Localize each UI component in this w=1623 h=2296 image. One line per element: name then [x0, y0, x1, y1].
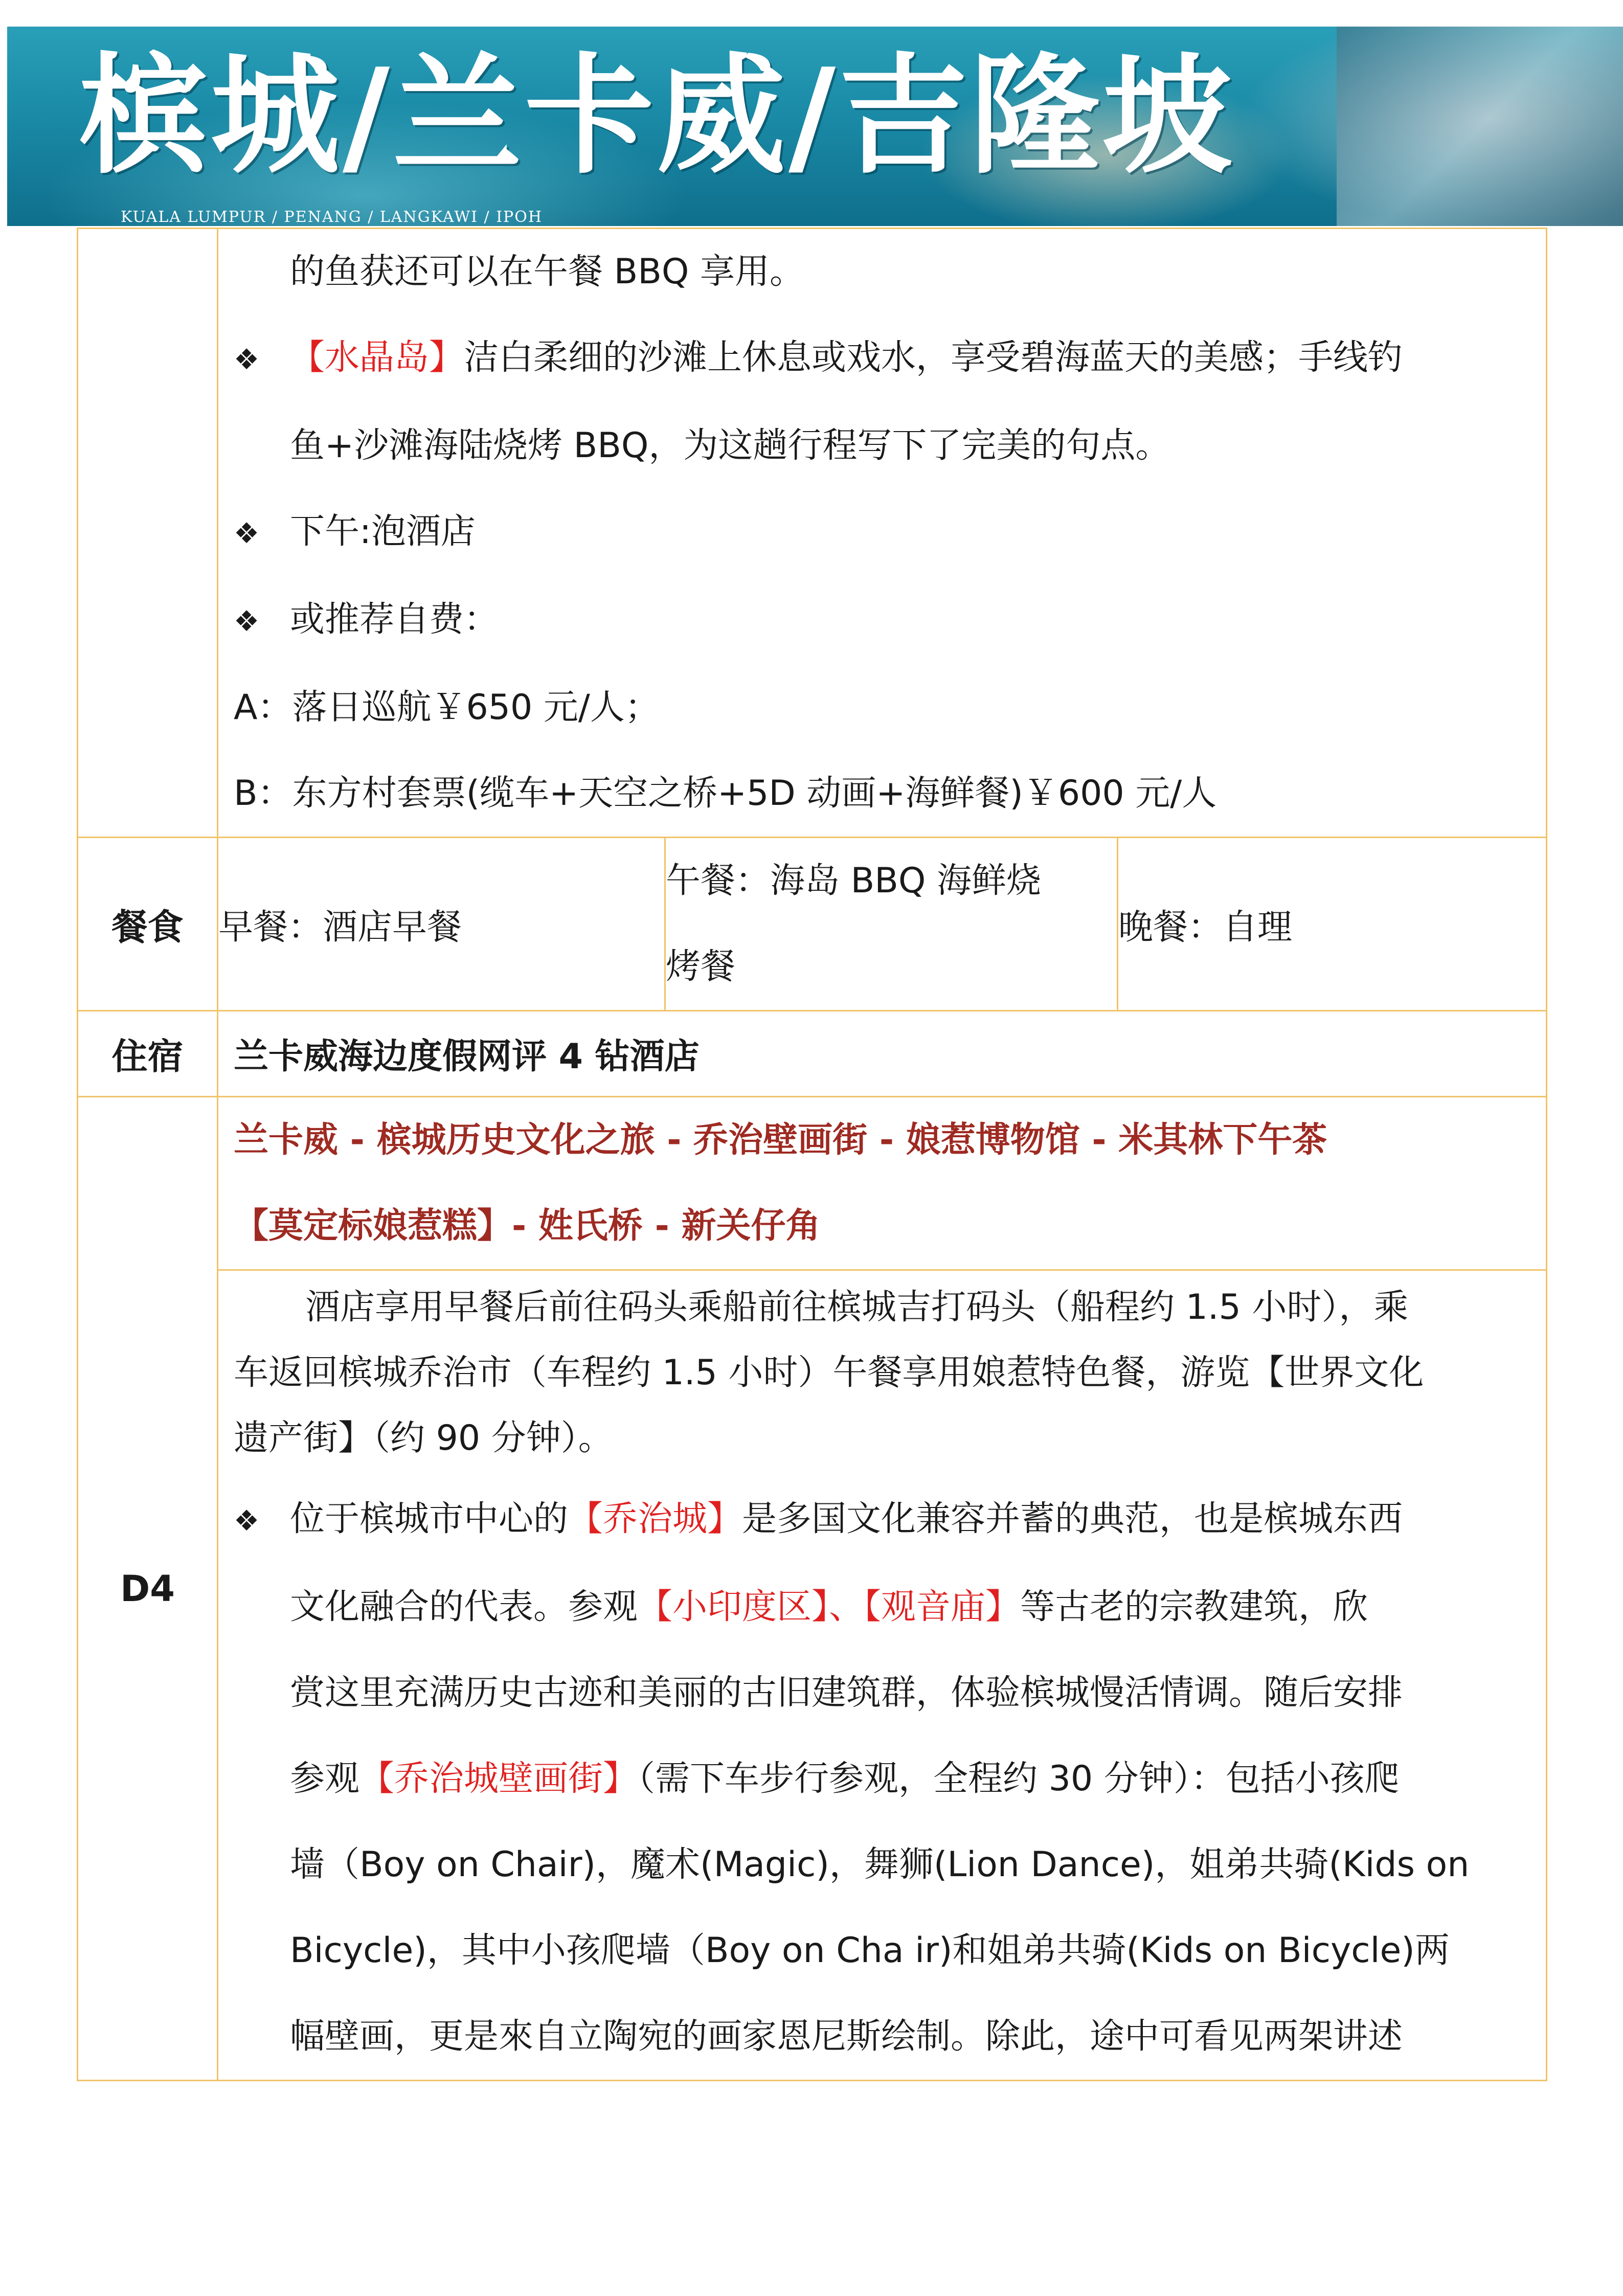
- crystal-island-text-cont: 鱼+沙滩海陆烧烤 BBQ，为这趟行程写下了完美的句点。: [290, 425, 1170, 466]
- day4-label: D4: [78, 1097, 218, 2081]
- route-line-1: 兰卡威 - 槟城历史文化之旅 - 乔治壁画街 - 娘惹博物馆 - 米其林下午茶: [234, 1120, 1327, 1160]
- lunch-cell: [665, 838, 1118, 1011]
- day3-activities-row: [78, 229, 1547, 838]
- day4-description-row: [78, 1270, 1547, 2081]
- intro-line-3: 遗产街】（约 90 分钟）。: [234, 1418, 613, 1458]
- george-line-2: [234, 1564, 1530, 1650]
- dinner-cell: 晚餐：自理: [1118, 838, 1547, 1011]
- recommend-item: [234, 577, 1530, 665]
- george-text: 参观: [290, 1759, 360, 1799]
- breakfast-cell: 早餐：酒店早餐: [218, 838, 665, 1011]
- guanyin-temple-name: 【观音庙】: [864, 1587, 1021, 1627]
- header-banner: [7, 27, 1623, 226]
- route-line-2: 【莫定标娘惹糕】- 姓氏桥 - 新关仔角: [234, 1206, 821, 1246]
- george-line-3: 赏这里充满历史古迹和美丽的古旧建筑群，体验槟城慢活情调。随后安排: [290, 1673, 1403, 1713]
- george-town-name: 【乔治城】: [568, 1499, 742, 1539]
- banner-title: 槟城/兰卡威/吉隆坡: [79, 40, 1235, 191]
- lodging-cell: [218, 1011, 1547, 1097]
- day4-description-cell: [218, 1270, 1547, 2081]
- meals-row: [78, 838, 1547, 1011]
- banner-photo-overlay: [1337, 27, 1623, 226]
- little-india-name: 【小印度区】、: [638, 1587, 864, 1627]
- george-text: 位于槟城市中心的: [290, 1499, 569, 1539]
- lodging-label: 住宿: [78, 1011, 218, 1097]
- banner-subtitle: KUALA LUMPUR / PENANG / LANGKAWI / IPOH: [121, 208, 543, 226]
- mural-street-name: 【乔治城壁画街】: [359, 1759, 638, 1799]
- george-line-4: [234, 1736, 1530, 1822]
- lunch-line-2: 烤餐: [666, 947, 736, 987]
- day4-intro: [234, 1271, 1530, 1471]
- crystal-island-item: [234, 315, 1530, 403]
- meals-label: 餐食: [78, 838, 218, 1011]
- afternoon-text: 下午:泡酒店: [290, 511, 476, 552]
- george-line-7: 幅壁画，更是來自立陶宛的画家恩尼斯绘制。除此，途中可看见两架讲述: [290, 2016, 1403, 2057]
- recommend-text: 或推荐自费：: [290, 599, 499, 640]
- lodging-row: [78, 1011, 1547, 1097]
- hotel-name: 兰卡威海边度假网评 4 钻酒店: [234, 1037, 700, 1077]
- day3-activities-cell: [218, 229, 1547, 838]
- itinerary-table: [77, 228, 1547, 2081]
- intro-line-2: 车返回槟城乔治市（车程约 1.5 小时）午餐享用娘惹特色餐，游览【世界文化: [234, 1353, 1424, 1393]
- george-line-6: Bicycle)，其中小孩爬墙（Boy on Cha ir)和姐弟共骑(Kids on Bicycle)两: [290, 1930, 1450, 1971]
- bullet-icon: ❖: [234, 1504, 260, 1538]
- day4-route-row: [78, 1097, 1547, 1270]
- bullet-icon: ❖: [234, 517, 260, 550]
- day4-route-cell: [218, 1097, 1547, 1270]
- crystal-island-name: 【水晶岛】: [290, 337, 464, 378]
- activity-text: 的鱼获还可以在午餐 BBQ 享用。: [290, 252, 805, 292]
- george-text: 是多国文化兼容并蓄的典范，也是槟城东西: [742, 1499, 1403, 1539]
- option-b: B：东方村套票(缆车+天空之桥+5D 动画+海鲜餐)￥600 元/人: [234, 773, 1217, 814]
- day-label-cell-empty: [78, 229, 218, 838]
- george-town-item: [234, 1476, 1530, 1564]
- bullet-icon: ❖: [234, 605, 260, 638]
- option-a: A：落日巡航￥650 元/人；: [234, 687, 660, 728]
- intro-line-1: 酒店享用早餐后前往码头乘船前往槟城吉打码头（船程约 1.5 小时），乘: [305, 1287, 1409, 1327]
- crystal-island-text: 洁白柔细的沙滩上休息或戏水，享受碧海蓝天的美感；手线钓: [464, 337, 1403, 378]
- george-text: （需下车步行参观，全程约 30 分钟）：包括小孩爬: [638, 1759, 1400, 1799]
- george-line-5: 墙（Boy on Chair)，魔术(Magic)，舞狮(Lion Dance)，姐弟共骑(Kids on: [290, 1844, 1470, 1885]
- george-text: 文化融合的代表。参观: [290, 1587, 638, 1627]
- bullet-icon: ❖: [234, 343, 260, 376]
- afternoon-item: [234, 489, 1530, 577]
- lunch-line-1: 午餐：海岛 BBQ 海鲜烧: [666, 861, 1042, 901]
- george-text: 等古老的宗教建筑，欣: [1020, 1587, 1368, 1627]
